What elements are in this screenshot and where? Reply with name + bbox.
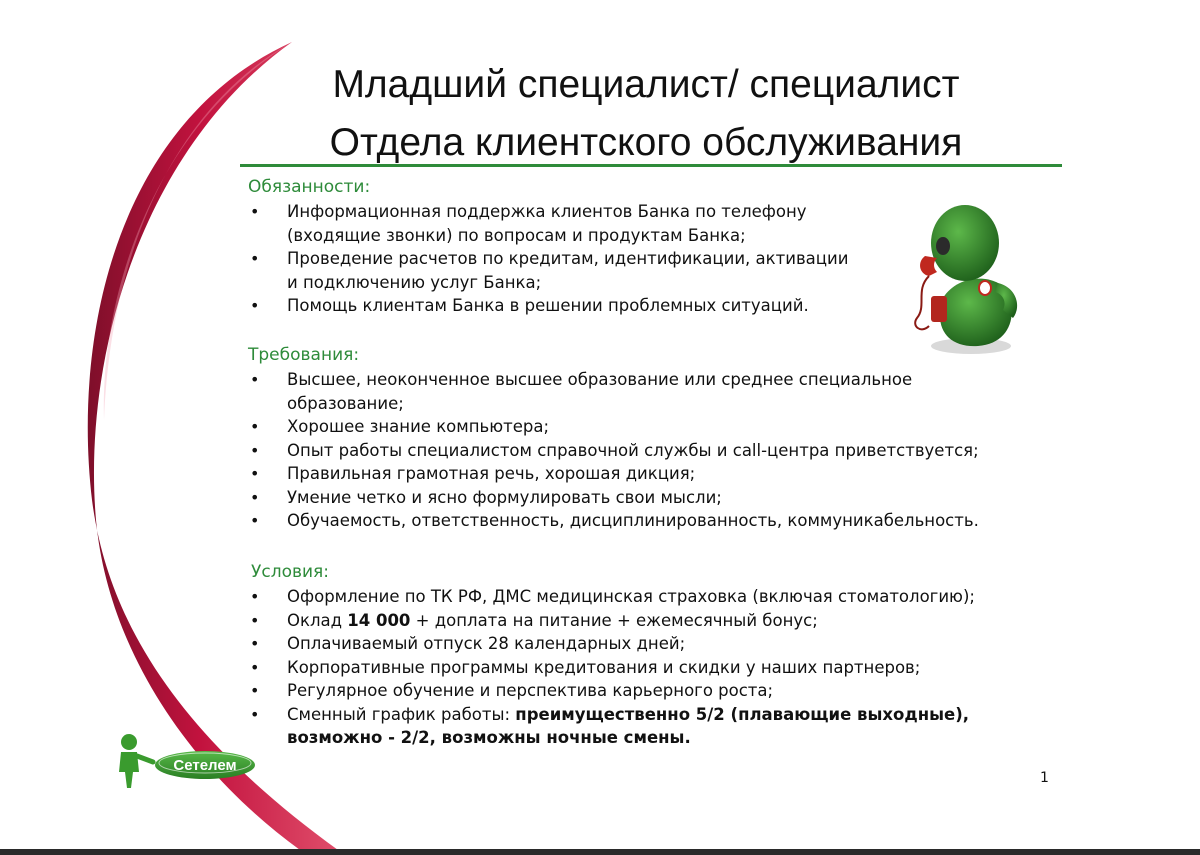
- item-text: Корпоративные программы кредитования и скидки у наших партнеров;: [287, 657, 921, 677]
- bullet: •: [250, 202, 260, 221]
- item-text: Опыт работы специалистом справочной службы и call-центра приветствуется;: [287, 440, 979, 460]
- page-title: [246, 56, 1046, 172]
- item-text-cont: (входящие звонки) по вопросам и продуктам Банка;: [287, 225, 746, 245]
- bullet: •: [250, 704, 260, 724]
- item-text: Умение четко и ясно формулировать свои мысли;: [287, 487, 722, 507]
- list-item: [248, 632, 975, 656]
- list-item: [248, 247, 848, 294]
- list-item: [248, 609, 975, 633]
- requirements-heading: Требования:: [248, 345, 360, 365]
- duties-heading: Обязанности:: [248, 177, 371, 197]
- title-line-2: Отдела клиентского обслуживания: [329, 121, 963, 164]
- item-text: Обучаемость, ответственность, дисциплинированность, коммуникабельность.: [287, 511, 979, 530]
- scan-bottom-edge: [0, 849, 1200, 855]
- requirements-list: [248, 368, 979, 533]
- schedule-main: преимущественно 5/2 (плавающие выходные),: [515, 704, 970, 724]
- bullet: •: [250, 296, 260, 315]
- page-number: 1: [1040, 770, 1049, 786]
- duties-section: [248, 176, 848, 318]
- bullet: •: [250, 587, 260, 606]
- item-text: [287, 609, 975, 633]
- salary-amount: 14 000: [347, 610, 411, 630]
- bullet: •: [250, 511, 260, 530]
- item-text: Хорошее знание компьютера;: [287, 417, 550, 436]
- salary-label: Оклад: [287, 610, 348, 630]
- list-item: [248, 439, 979, 463]
- schedule-alt: возможно - 2/2, возможны ночные смены.: [287, 728, 691, 747]
- bullet: •: [250, 487, 260, 507]
- item-text-cont: образование;: [287, 393, 404, 413]
- bullet: •: [250, 634, 260, 653]
- green-mascot-on-phone-icon: [903, 198, 1023, 358]
- item-text: Регулярное обучение и перспектива карьерного роста;: [287, 681, 774, 700]
- bullet: •: [250, 417, 260, 436]
- conditions-list: [248, 585, 975, 750]
- conditions-heading: Условия:: [251, 562, 329, 582]
- list-item: [248, 585, 975, 609]
- bullet: •: [250, 657, 260, 677]
- list-item: [248, 200, 848, 247]
- item-text: Оформление по ТК РФ, ДМС медицинская страховка (включая стоматологию);: [287, 587, 975, 606]
- bullet: •: [250, 464, 260, 483]
- item-text: [287, 703, 975, 727]
- cetelem-logo-icon: [105, 732, 265, 792]
- item-text-cont: и подключению услуг Банка;: [287, 272, 542, 292]
- list-item: [248, 294, 848, 318]
- title-line-1: Младший специалист/ специалист: [332, 63, 960, 106]
- item-text: Оплачиваемый отпуск 28 календарных дней;: [287, 634, 686, 653]
- duties-list: [248, 200, 848, 318]
- list-item: [248, 703, 975, 750]
- list-item: [248, 656, 975, 680]
- list-item: [248, 368, 979, 415]
- bullet: •: [250, 370, 260, 389]
- item-text: Помощь клиентам Банка в решении проблемных ситуаций.: [287, 296, 809, 315]
- item-text: Высшее, неоконченное высшее образование или среднее специальное: [287, 370, 913, 389]
- item-text-cont: [287, 726, 975, 750]
- salary-extras: + доплата на питание + ежемесячный бонус;: [410, 610, 818, 630]
- conditions-section: [248, 561, 975, 750]
- bullet: •: [250, 610, 260, 630]
- list-item: [248, 679, 975, 703]
- schedule-label: Сменный график работы:: [287, 704, 516, 724]
- item-text: Проведение расчетов по кредитам, идентификации, активации: [287, 249, 849, 268]
- list-item: [248, 486, 979, 510]
- title-divider: [240, 164, 1062, 167]
- list-item: [248, 415, 979, 439]
- list-item: [248, 509, 979, 533]
- item-text: Информационная поддержка клиентов Банка по телефону: [287, 202, 807, 221]
- item-text: Правильная грамотная речь, хорошая дикция;: [287, 464, 696, 483]
- bullet: •: [250, 249, 260, 268]
- bullet: •: [250, 440, 260, 460]
- bullet: •: [250, 681, 260, 700]
- list-item: [248, 462, 979, 486]
- requirements-section: [248, 344, 979, 533]
- logo-text: Сетелем: [173, 757, 237, 774]
